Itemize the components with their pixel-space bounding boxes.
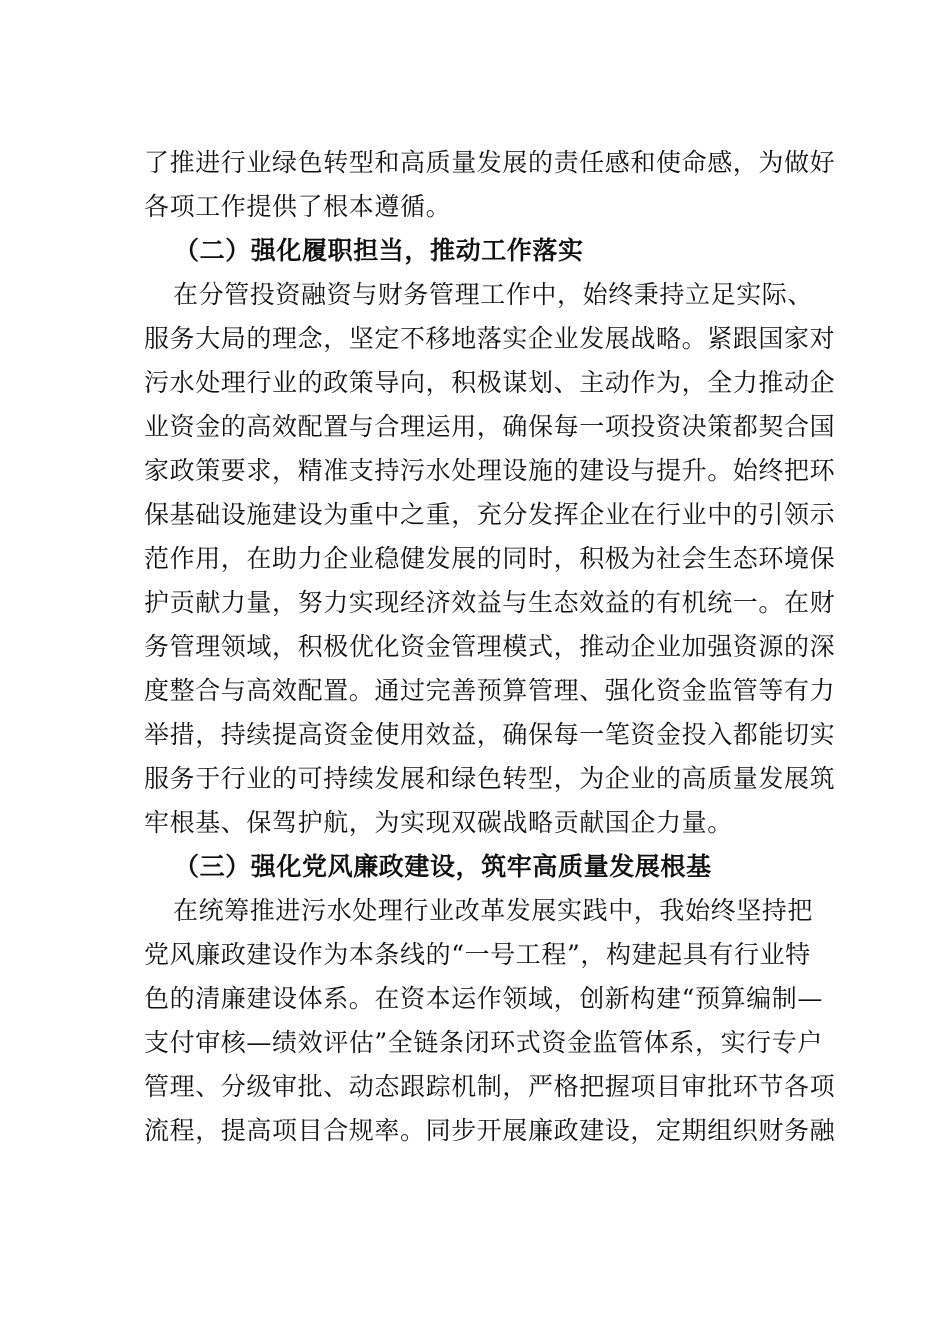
text-line: 在分管投资融资与财务管理工作中，始终秉持立足实际、 [173,280,814,309]
text-line: 家政策要求，精准支持污水处理设施的建设与提升。始终把环 [144,456,836,485]
text-line: 保基础设施建设为重中之重，充分发挥企业在行业中的引领示 [144,500,836,529]
text-line: 牢根基、保驾护航，为实现双碳战略贡献国企力量。 [144,808,733,837]
text-line: 在统筹推进污水处理行业改革发展实践中，我始终坚持把 [173,896,814,925]
text-line: 度整合与高效配置。通过完善预算管理、强化资金监管等有力 [144,676,836,705]
text-line: 业资金的高效配置与合理运用，确保每一项投资决策都契合国 [144,412,836,441]
section-heading: （二）强化履职担当，推动工作落实 [174,236,584,265]
text-line: 党风廉政建设作为本条线的“一号工程”，构建起具有行业特 [144,940,811,969]
text-line: 了推进行业绿色转型和高质量发展的责任感和使命感，为做好 [144,148,836,177]
text-line: 管理、分级审批、动态跟踪机制，严格把握项目审批环节各项 [144,1072,836,1101]
text-line: 服务于行业的可持续发展和绿色转型，为企业的高质量发展筑 [144,764,836,793]
text-line: 支付审核—绩效评估”全链条闭环式资金监管体系，实行专户 [144,1028,823,1057]
text-line: 污水处理行业的政策导向，积极谋划、主动作为，全力推动企 [144,368,836,397]
section-heading: （三）强化党风廉政建设，筑牢高质量发展根基 [174,852,712,881]
text-line: 各项工作提供了根本遵循。 [144,192,452,221]
text-line: 流程，提高项目合规率。同步开展廉政建设，定期组织财务融 [144,1116,836,1145]
text-line: 举措，持续提高资金使用效益，确保每一笔资金投入都能切实 [144,720,836,749]
text-line: 服务大局的理念，坚定不移地落实企业发展战略。紧跟国家对 [144,324,836,353]
text-line: 护贡献力量，努力实现经济效益与生态效益的有机统一。在财 [144,588,836,617]
text-line: 范作用，在助力企业稳健发展的同时，积极为社会生态环境保 [144,544,836,573]
text-line: 色的清廉建设体系。在资本运作领域，创新构建“预算编制— [144,984,823,1013]
text-line: 务管理领域，积极优化资金管理模式，推动企业加强资源的深 [144,632,836,661]
